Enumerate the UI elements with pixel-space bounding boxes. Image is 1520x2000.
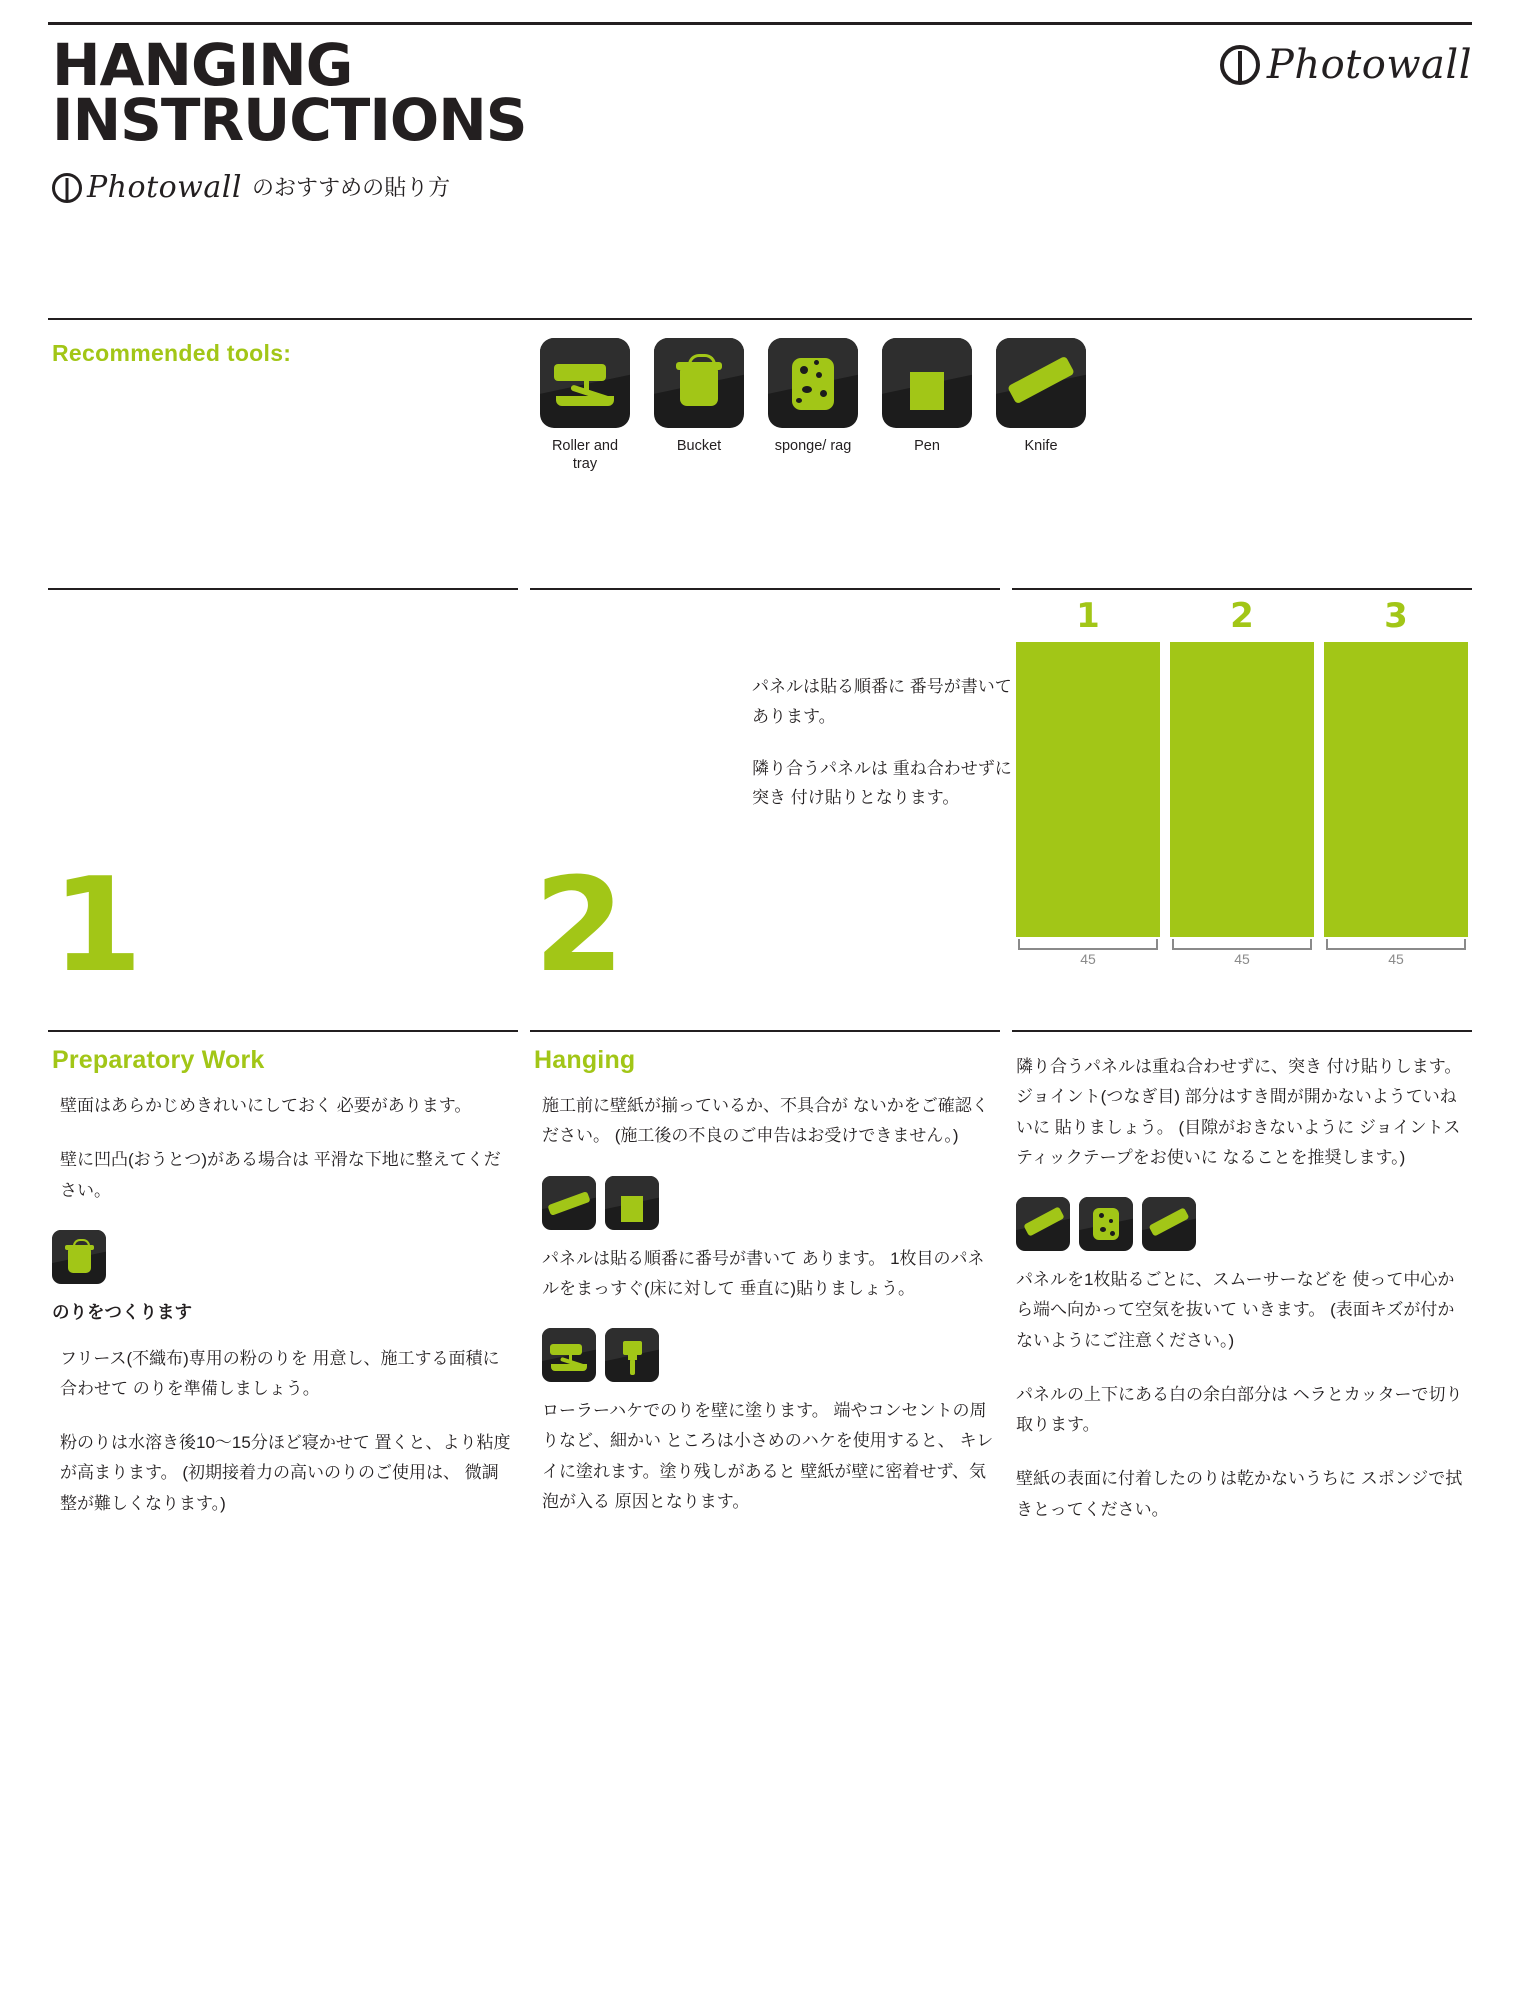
step-divider-left	[48, 588, 518, 590]
panel-number: 2	[1230, 596, 1254, 636]
photowall-wordmark: Photowall	[87, 170, 242, 206]
photowall-logo	[1220, 42, 1472, 88]
prep-paragraph-4: 粉のりは水溶き後10〜15分ほど寝かせて 置くと、より粘度が高まります。 (初期接着力の高いのりのご使用は、 微調整が難しくなります。)	[60, 1433, 511, 1513]
photowall-mark-icon	[52, 173, 82, 203]
roller-and-tray-icon	[540, 338, 630, 428]
panel-number: 1	[1076, 596, 1100, 636]
panel-note-line-2: 隣り合うパネルは 重ね合わせずに突き 付け貼りとなります。	[752, 758, 1012, 808]
panel-number: 3	[1384, 596, 1408, 636]
prep-paragraph-2: 壁に凹凸(おうとつ)がある場合は 平滑な下地に整えてください。	[60, 1150, 501, 1200]
sponge-rag-icon	[1079, 1197, 1133, 1251]
tool-bucket	[654, 338, 744, 473]
photowall-logo-small	[52, 170, 242, 205]
tool-caption: Bucket	[676, 438, 722, 454]
step-number-2: 2	[534, 849, 625, 1001]
tools-divider	[48, 318, 1472, 320]
heading-preparatory-work: Preparatory Work	[52, 1046, 265, 1074]
subtitle-text: のおすすめの貼り方	[251, 175, 451, 201]
finish-icon-row	[1016, 1197, 1468, 1251]
step-divider-mid	[530, 588, 1000, 590]
column-hanging	[534, 1046, 994, 1541]
prep-icon-row	[52, 1230, 512, 1284]
tool-caption: Knife	[1024, 438, 1058, 454]
step-divider-right	[1012, 588, 1472, 590]
prep-paragraph-1: 壁面はあらかじめきれいにしておく 必要があります。	[60, 1096, 472, 1115]
heading-hanging: Hanging	[534, 1046, 636, 1074]
top-divider	[48, 22, 1472, 25]
level-icon	[542, 1176, 596, 1230]
bucket-icon	[654, 338, 744, 428]
step-number-1: 1	[52, 849, 143, 1001]
tools-row	[540, 338, 1086, 473]
column-preparatory-work	[52, 1046, 512, 1543]
hanging-icon-row-1	[534, 1176, 994, 1230]
roller-and-tray-icon	[542, 1328, 596, 1382]
title-line-2: INSTRUCTIONS	[52, 86, 527, 155]
knife-icon	[996, 338, 1086, 428]
pen-icon	[882, 338, 972, 428]
tool-knife	[996, 338, 1086, 473]
tool-caption: Pen	[914, 438, 940, 454]
panel-measure	[1324, 939, 1468, 973]
sponge-rag-icon	[768, 338, 858, 428]
panel-number-row	[1016, 596, 1468, 636]
panel-width-label: 45	[1234, 951, 1250, 967]
column-divider-left	[48, 1030, 518, 1032]
tool-sponge-rag	[768, 338, 858, 473]
panel-2	[1170, 642, 1314, 937]
recommended-tools-label: Recommended tools:	[52, 340, 292, 366]
hanging-paragraph-2: パネルは貼る順番に番号が書いて あります。 1枚目のパネルをまっすぐ(床に対して 垂直に)貼りましょう。	[542, 1248, 985, 1298]
column-divider-right	[1012, 1030, 1472, 1032]
panel-diagram	[1016, 596, 1468, 973]
finish-paragraph-1: 隣り合うパネルは重ね合わせずに、突き 付け貼りします。ジョイント(つなぎ目) 部分はすき間が開かないようていねいに 貼りましょう。 (目隙がおきないように ジョイントスティックテープをお使いに なることを推奨します。)	[1016, 1057, 1462, 1167]
tool-roller-and-tray	[540, 338, 630, 473]
column-joints-and-finish	[1016, 1046, 1468, 1549]
column-divider-mid	[530, 1030, 1000, 1032]
finish-paragraph-3: パネルの上下にある白の余白部分は ヘラとカッターで切り取ります。	[1016, 1384, 1463, 1434]
subtitle-row	[52, 170, 952, 205]
panel-row	[1016, 642, 1468, 937]
page-title	[52, 31, 952, 206]
tool-caption: sponge/ rag	[774, 438, 852, 454]
hanging-paragraph-3: ローラーハケでのりを壁に塗ります。 端やコンセントの周りなど、細かい ところは小さめのハケを使用すると、 キレイに塗れます。塗り残しがあると 壁紙が壁に密着せず、気泡が入る 原因となります。	[542, 1401, 994, 1511]
title-line-1: HANGING	[52, 31, 353, 99]
prep-bold-line: のりをつくります	[52, 1301, 192, 1322]
photowall-wordmark: Photowall	[1266, 42, 1472, 88]
panel-3	[1324, 642, 1468, 937]
tool-pen	[882, 338, 972, 473]
prep-paragraph-3: フリース(不織布)専用の粉のりを 用意し、施工する面積に合わせて のりを準備しましょう。	[60, 1348, 500, 1398]
panel-1	[1016, 642, 1160, 937]
panel-note-line-1: パネルは貼る順番に 番号が書いてあります。	[752, 677, 1012, 726]
hanging-paragraph-1: 施工前に壁紙が揃っているか、不具合が ないかをご確認ください。 (施工後の不良のご申告はお受けできません。)	[542, 1096, 989, 1146]
finish-paragraph-2: パネルを1枚貼るごとに、スムーサーなどを 使って中心から端へ向かって空気を抜いて いきます。 (表面キズが付かないようにご注意ください。)	[1016, 1270, 1455, 1350]
photowall-mark-icon	[1220, 45, 1260, 85]
panel-measure	[1016, 939, 1160, 973]
finish-paragraph-4: 壁紙の表面に付着したのりは乾かないうちに スポンジで拭きとってください。	[1016, 1469, 1463, 1519]
knife-icon	[1142, 1197, 1196, 1251]
panel-note	[752, 672, 1012, 835]
pen-icon	[605, 1176, 659, 1230]
hanging-icon-row-2	[534, 1328, 994, 1382]
tool-caption: Roller and tray	[551, 438, 619, 473]
smoother-icon	[1016, 1197, 1070, 1251]
panel-measure	[1170, 939, 1314, 973]
bucket-icon	[52, 1230, 106, 1284]
panel-measure-row	[1016, 939, 1468, 973]
brush-icon	[605, 1328, 659, 1382]
panel-width-label: 45	[1388, 951, 1404, 967]
panel-width-label: 45	[1080, 951, 1096, 967]
